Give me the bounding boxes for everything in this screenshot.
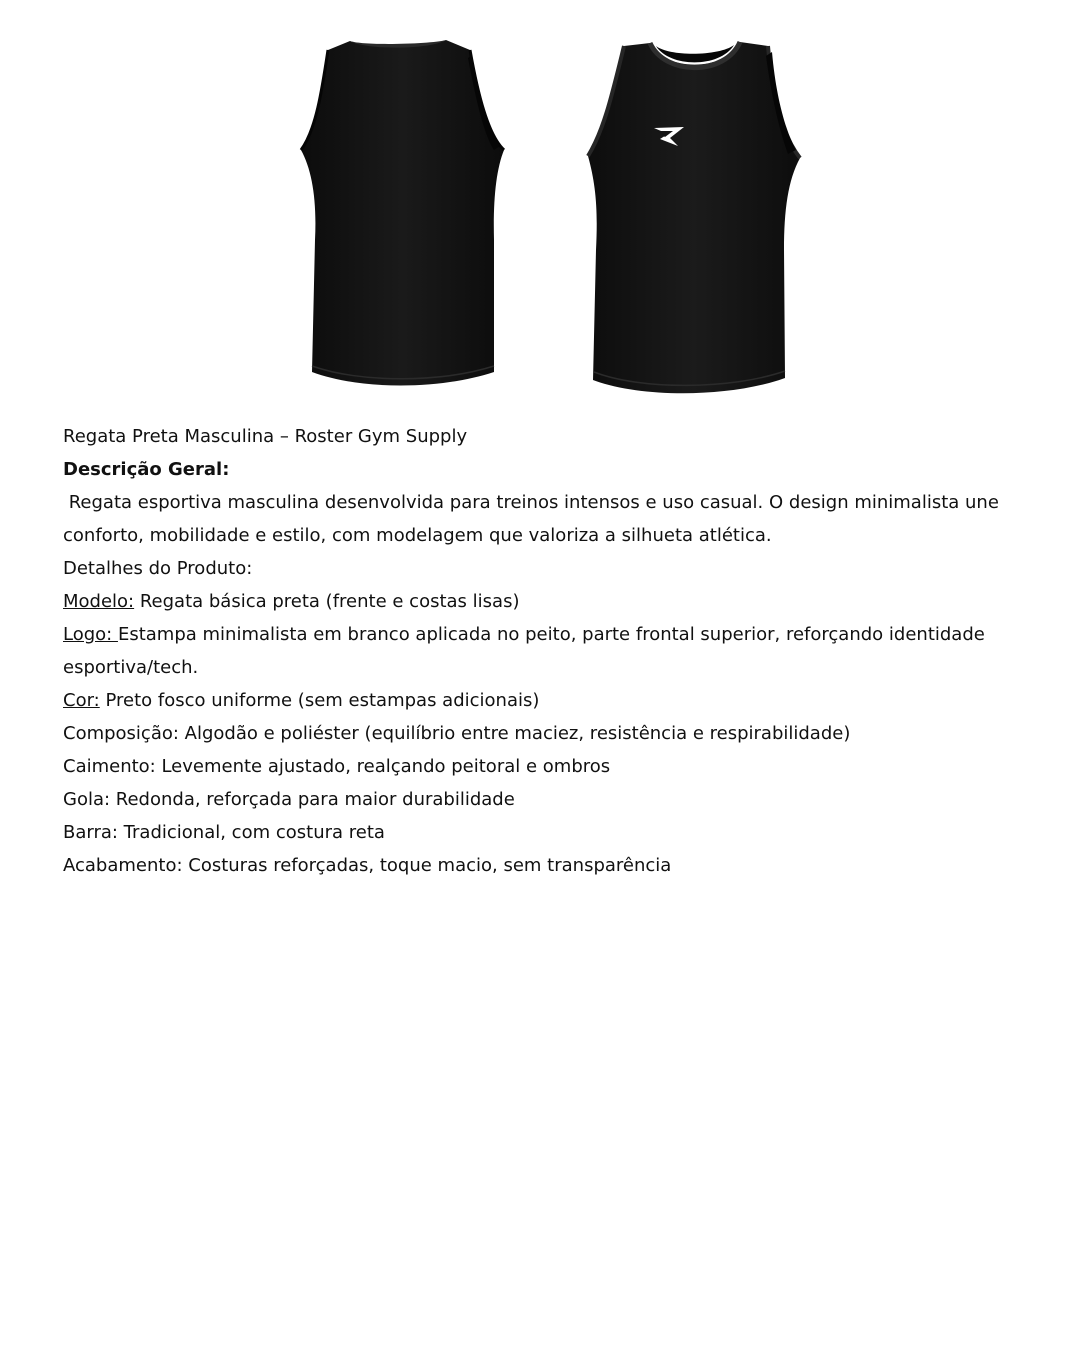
detail-logo-value: Estampa minimalista em branco aplicada no peito, parte frontal superior, reforçando identidade esportiva/tech. [63, 624, 991, 678]
detail-cor-value: Preto fosco uniforme (sem estampas adicionais) [99, 690, 540, 711]
detail-acabamento: Acabamento: Costuras reforçadas, toque macio, sem transparência [63, 855, 672, 876]
detail-barra: Barra: Tradicional, com costura reta [63, 822, 385, 843]
detail-caimento: Caimento: Levemente ajustado, realçando peitoral e ombros [63, 756, 611, 777]
product-details-heading: Detalhes do Produto: [63, 558, 253, 579]
tank-top-front-image [588, 42, 800, 393]
detail-gola: Gola: Redonda, reforçada para maior durabilidade [63, 789, 515, 810]
detail-modelo [63, 585, 1023, 618]
detail-logo-label: Logo: [63, 624, 118, 645]
product-title: Regata Preta Masculina – Roster Gym Supply [63, 426, 468, 447]
detail-cor-label: Cor: [63, 690, 100, 711]
detail-composicao: Composição: Algodão e poliéster (equilíbrio entre maciez, resistência e respirabilidade) [63, 723, 851, 744]
general-description-text: Regata esportiva masculina desenvolvida para treinos intensos e uso casual. O design minimalista une conforto, mobilidade e estilo, com modelagem que valoriza a silhueta atlética. [63, 492, 1005, 546]
product-images [0, 0, 1080, 410]
detail-logo [63, 618, 1023, 684]
detail-modelo-label: Modelo: [63, 591, 135, 612]
general-description-heading: Descrição Geral: [63, 459, 230, 480]
product-description [63, 420, 1023, 882]
tank-top-back-image [301, 40, 504, 386]
product-images-svg [0, 0, 1080, 410]
detail-cor [63, 684, 1023, 717]
detail-modelo-value: Regata básica preta (frente e costas lisas) [134, 591, 520, 612]
